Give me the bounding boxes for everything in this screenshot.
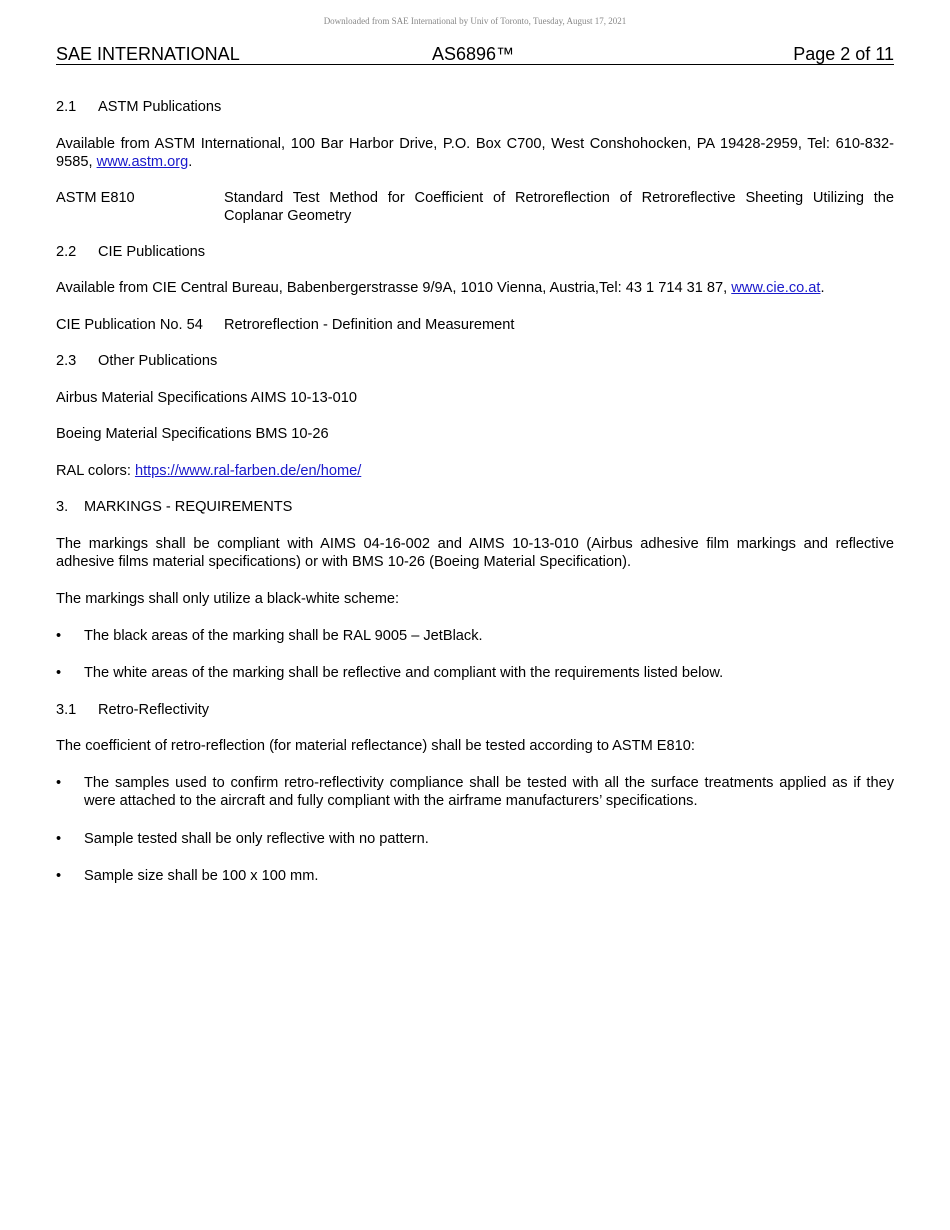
header-page-number: Page 2 of 11 [793, 44, 894, 64]
section-title: Retro-Reflectivity [98, 702, 210, 718]
markings-compliance-paragraph: The markings shall be compliant with AIMS 04-16-002 and AIMS 10-13-010 (Airbus adhesive film markings and reflective adhesive films material specifications) or with BMS 10-26 (Boeing Material Specification). [56, 536, 894, 570]
reference-title: Retroreflection - Definition and Measurement [224, 317, 515, 333]
section-title: Other Publications [98, 353, 218, 369]
astm-availability: Available from ASTM International, 100 Bar Harbor Drive, P.O. Box C700, West Conshohocken, PA 19428-2959, Tel: 610-832-9585, www.astm.org. [56, 136, 894, 170]
section-number: 3. [56, 499, 69, 515]
black-white-scheme-paragraph: The markings shall only utilize a black-white scheme: [56, 591, 400, 607]
header-doc-number: AS6896™ [432, 44, 515, 64]
bullet-icon: • [56, 831, 62, 847]
section-3-1-heading [56, 701, 894, 719]
header-org: SAE INTERNATIONAL [56, 44, 240, 64]
cie-link[interactable]: www.cie.co.at [731, 280, 821, 296]
reference-title: Standard Test Method for Coefficient of Retroreflection of Retroreflective Sheeting Utilizing the Coplanar Geometry [224, 190, 894, 224]
list-item: • Sample size shall be 100 x 100 mm. [56, 868, 319, 884]
astm-e810-reference [56, 189, 894, 225]
retro-reflection-paragraph: The coefficient of retro-reflection (for material reflectance) shall be tested according to ASTM E810: [56, 738, 695, 754]
bullet-icon: • [56, 665, 62, 681]
bullet-icon: • [56, 628, 62, 644]
section-2-2-heading [56, 243, 894, 261]
cie-54-reference [56, 316, 894, 334]
airbus-spec: Airbus Material Specifications AIMS 10-13-010 [56, 390, 357, 406]
section-number: 2.1 [56, 99, 77, 115]
ral-link[interactable]: https://www.ral-farben.de/en/home/ [134, 463, 362, 479]
section-2-3-heading [56, 352, 894, 370]
section-2-1-heading [56, 98, 894, 116]
reference-label: ASTM E810 [56, 190, 135, 206]
section-number: 2.2 [56, 244, 77, 260]
cie-availability: Available from CIE Central Bureau, Babenbergerstrasse 9/9A, 1010 Vienna, Austria,Tel: 43 1 714 31 87, www.cie.co.at. [56, 280, 825, 296]
ral-colors: RAL colors: https://www.ral-farben.de/en/home/ [56, 463, 362, 479]
list-item: • The samples used to confirm retro-reflectivity compliance shall be tested with all the surface treatments applied as if they were attached to the aircraft and fully compliant with the airframe manufacturers’ specifications. [56, 775, 894, 809]
section-number: 3.1 [56, 702, 77, 718]
astm-link[interactable]: www.astm.org [96, 154, 189, 170]
boeing-spec: Boeing Material Specifications BMS 10-26 [56, 426, 329, 442]
bullet-icon: • [56, 775, 62, 791]
list-item: • The black areas of the marking shall be RAL 9005 – JetBlack. [56, 628, 483, 644]
page-header [56, 44, 894, 65]
section-title: ASTM Publications [98, 99, 222, 115]
download-watermark: Downloaded from SAE International by Univ of Toronto, Tuesday, August 17, 2021 [323, 16, 627, 26]
list-item: • Sample tested shall be only reflective with no pattern. [56, 831, 429, 847]
section-3-heading [56, 498, 894, 516]
section-title: CIE Publications [98, 244, 206, 260]
reference-label: CIE Publication No. 54 [56, 317, 203, 333]
section-title: MARKINGS - REQUIREMENTS [84, 499, 293, 515]
bullet-icon: • [56, 868, 62, 884]
section-number: 2.3 [56, 353, 77, 369]
list-item: • The white areas of the marking shall be reflective and compliant with the requirements listed below. [56, 665, 724, 681]
